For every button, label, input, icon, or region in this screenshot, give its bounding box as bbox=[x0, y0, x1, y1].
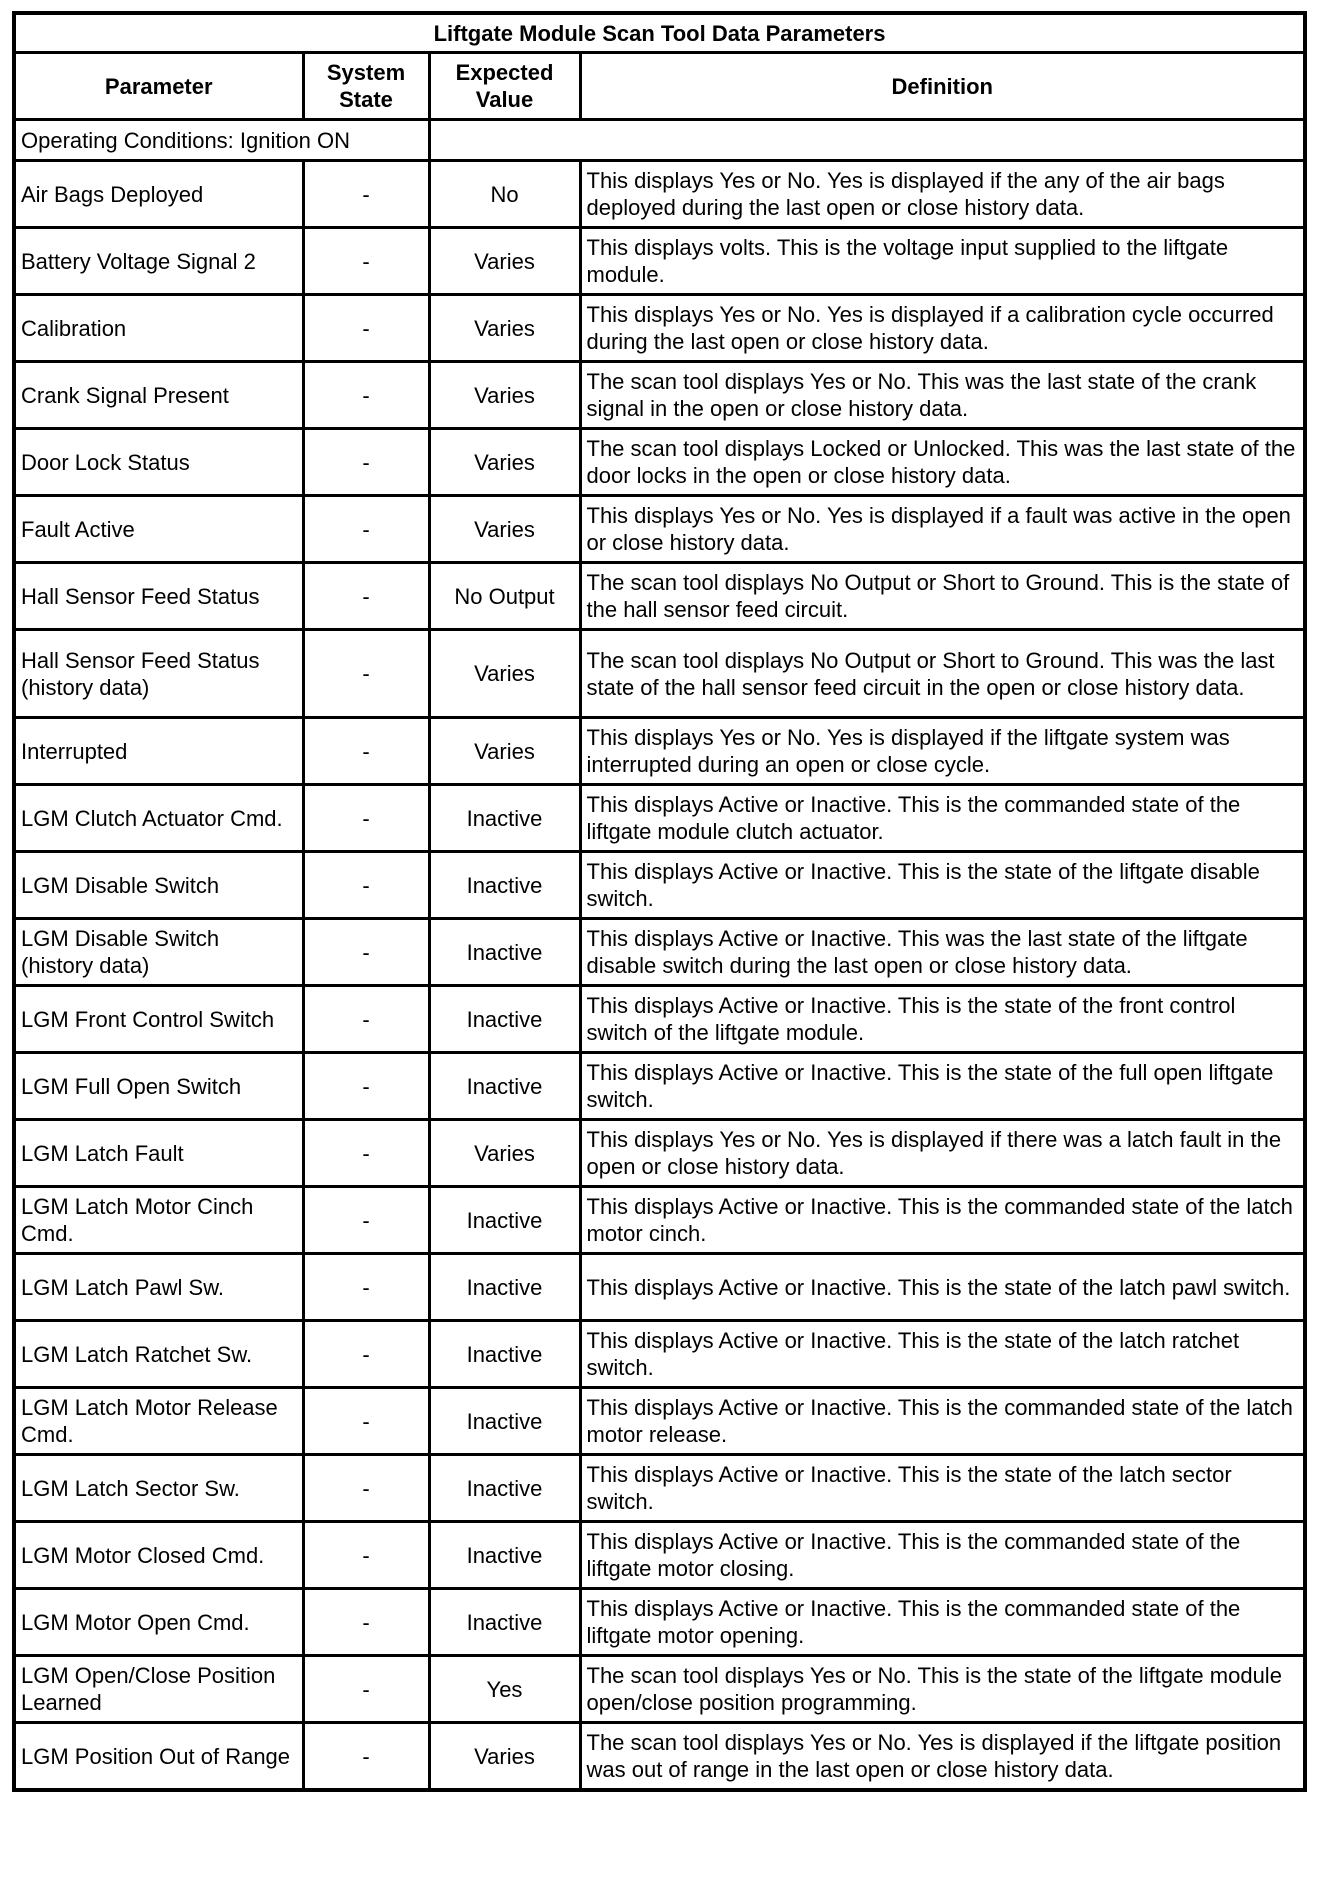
definition-cell: The scan tool displays Yes or No. This was the last state of the crank signal in the open or close history data. bbox=[580, 362, 1305, 429]
parameter-cell: LGM Disable Switch (history data) bbox=[14, 919, 303, 986]
expected-value-cell: No Output bbox=[429, 563, 580, 630]
definition-cell: This displays Active or Inactive. This is the state of the front control switch of the liftgate module. bbox=[580, 986, 1305, 1053]
expected-value-cell: Yes bbox=[429, 1656, 580, 1723]
system-state-cell: - bbox=[303, 785, 429, 852]
table-row bbox=[14, 785, 1305, 852]
expected-value-cell: Inactive bbox=[429, 1187, 580, 1254]
expected-value-cell: Inactive bbox=[429, 1321, 580, 1388]
system-state-cell: - bbox=[303, 718, 429, 785]
definition-cell: This displays Active or Inactive. This is the state of the latch ratchet switch. bbox=[580, 1321, 1305, 1388]
parameter-cell: Calibration bbox=[14, 295, 303, 362]
table-row bbox=[14, 161, 1305, 228]
table-title-row bbox=[14, 13, 1305, 53]
expected-value-cell: Varies bbox=[429, 496, 580, 563]
table-row bbox=[14, 1187, 1305, 1254]
definition-cell: This displays Active or Inactive. This is the commanded state of the latch motor release. bbox=[580, 1388, 1305, 1455]
parameter-cell: LGM Motor Closed Cmd. bbox=[14, 1522, 303, 1589]
header-parameter: Parameter bbox=[14, 53, 303, 120]
parameter-cell: LGM Motor Open Cmd. bbox=[14, 1589, 303, 1656]
table-row bbox=[14, 1254, 1305, 1321]
table-row bbox=[14, 986, 1305, 1053]
table-header-row bbox=[14, 53, 1305, 120]
table-row bbox=[14, 718, 1305, 785]
table-row bbox=[14, 429, 1305, 496]
definition-cell: This displays Active or Inactive. This is the commanded state of the latch motor cinch. bbox=[580, 1187, 1305, 1254]
table-row bbox=[14, 852, 1305, 919]
system-state-cell: - bbox=[303, 986, 429, 1053]
parameter-cell: LGM Open/Close Position Learned bbox=[14, 1656, 303, 1723]
expected-value-cell: Varies bbox=[429, 1723, 580, 1791]
system-state-cell: - bbox=[303, 852, 429, 919]
expected-value-cell: Inactive bbox=[429, 986, 580, 1053]
parameter-cell: Battery Voltage Signal 2 bbox=[14, 228, 303, 295]
table-row bbox=[14, 1388, 1305, 1455]
definition-cell: The scan tool displays Yes or No. This is the state of the liftgate module open/close position programming. bbox=[580, 1656, 1305, 1723]
definition-cell: This displays Active or Inactive. This is the commanded state of the liftgate module clutch actuator. bbox=[580, 785, 1305, 852]
expected-value-cell: Inactive bbox=[429, 1455, 580, 1522]
definition-cell: This displays Yes or No. Yes is displayed if a fault was active in the open or close history data. bbox=[580, 496, 1305, 563]
system-state-cell: - bbox=[303, 563, 429, 630]
definition-cell: This displays Active or Inactive. This is the state of the latch pawl switch. bbox=[580, 1254, 1305, 1321]
system-state-cell: - bbox=[303, 429, 429, 496]
parameter-cell: LGM Full Open Switch bbox=[14, 1053, 303, 1120]
parameter-cell: LGM Clutch Actuator Cmd. bbox=[14, 785, 303, 852]
system-state-cell: - bbox=[303, 630, 429, 718]
parameter-cell: Hall Sensor Feed Status bbox=[14, 563, 303, 630]
expected-value-cell: Inactive bbox=[429, 1522, 580, 1589]
parameter-cell: Interrupted bbox=[14, 718, 303, 785]
parameter-cell: LGM Latch Motor Cinch Cmd. bbox=[14, 1187, 303, 1254]
header-expected-value: Expected Value bbox=[429, 53, 580, 120]
expected-value-cell: Inactive bbox=[429, 1388, 580, 1455]
expected-value-cell: No bbox=[429, 161, 580, 228]
definition-cell: This displays Yes or No. Yes is displayed if there was a latch fault in the open or close history data. bbox=[580, 1120, 1305, 1187]
expected-value-cell: Varies bbox=[429, 362, 580, 429]
parameter-cell: LGM Latch Ratchet Sw. bbox=[14, 1321, 303, 1388]
table-row bbox=[14, 1053, 1305, 1120]
parameter-cell: Hall Sensor Feed Status (history data) bbox=[14, 630, 303, 718]
expected-value-cell: Varies bbox=[429, 295, 580, 362]
table-title: Liftgate Module Scan Tool Data Parameters bbox=[14, 13, 1305, 53]
parameter-cell: Fault Active bbox=[14, 496, 303, 563]
table-row bbox=[14, 919, 1305, 986]
table-row bbox=[14, 1589, 1305, 1656]
table-row bbox=[14, 1455, 1305, 1522]
expected-value-cell: Varies bbox=[429, 429, 580, 496]
expected-value-cell: Varies bbox=[429, 630, 580, 718]
expected-value-cell: Varies bbox=[429, 1120, 580, 1187]
definition-cell: This displays Yes or No. Yes is displayed if a calibration cycle occurred during the last open or close history data. bbox=[580, 295, 1305, 362]
system-state-cell: - bbox=[303, 1321, 429, 1388]
system-state-cell: - bbox=[303, 1254, 429, 1321]
table-row bbox=[14, 496, 1305, 563]
parameter-cell: Crank Signal Present bbox=[14, 362, 303, 429]
system-state-cell: - bbox=[303, 1656, 429, 1723]
operating-conditions-empty-cell bbox=[429, 120, 1305, 161]
expected-value-cell: Inactive bbox=[429, 852, 580, 919]
definition-cell: This displays Active or Inactive. This is the state of the liftgate disable switch. bbox=[580, 852, 1305, 919]
system-state-cell: - bbox=[303, 1522, 429, 1589]
header-system-state: System State bbox=[303, 53, 429, 120]
system-state-cell: - bbox=[303, 161, 429, 228]
definition-cell: The scan tool displays Yes or No. Yes is displayed if the liftgate position was out of range in the last open or close history data. bbox=[580, 1723, 1305, 1791]
parameter-cell: LGM Latch Motor Release Cmd. bbox=[14, 1388, 303, 1455]
definition-cell: This displays Yes or No. Yes is displayed if the any of the air bags deployed during the last open or close history data. bbox=[580, 161, 1305, 228]
scan-tool-data-table bbox=[12, 11, 1307, 1792]
system-state-cell: - bbox=[303, 1120, 429, 1187]
table-row bbox=[14, 1723, 1305, 1791]
table-row bbox=[14, 1321, 1305, 1388]
parameter-cell: Door Lock Status bbox=[14, 429, 303, 496]
parameter-cell: Air Bags Deployed bbox=[14, 161, 303, 228]
system-state-cell: - bbox=[303, 919, 429, 986]
system-state-cell: - bbox=[303, 1589, 429, 1656]
definition-cell: This displays Active or Inactive. This is the state of the latch sector switch. bbox=[580, 1455, 1305, 1522]
header-definition: Definition bbox=[580, 53, 1305, 120]
expected-value-cell: Inactive bbox=[429, 1254, 580, 1321]
expected-value-cell: Inactive bbox=[429, 785, 580, 852]
parameter-cell: LGM Latch Pawl Sw. bbox=[14, 1254, 303, 1321]
table-row bbox=[14, 228, 1305, 295]
parameter-cell: LGM Latch Fault bbox=[14, 1120, 303, 1187]
system-state-cell: - bbox=[303, 1455, 429, 1522]
parameter-cell: LGM Latch Sector Sw. bbox=[14, 1455, 303, 1522]
system-state-cell: - bbox=[303, 295, 429, 362]
expected-value-cell: Varies bbox=[429, 718, 580, 785]
table-row bbox=[14, 295, 1305, 362]
system-state-cell: - bbox=[303, 1187, 429, 1254]
system-state-cell: - bbox=[303, 1723, 429, 1791]
system-state-cell: - bbox=[303, 1388, 429, 1455]
expected-value-cell: Inactive bbox=[429, 1589, 580, 1656]
definition-cell: This displays Active or Inactive. This was the last state of the liftgate disable switch during the last open or close history data. bbox=[580, 919, 1305, 986]
expected-value-cell: Varies bbox=[429, 228, 580, 295]
system-state-cell: - bbox=[303, 496, 429, 563]
expected-value-cell: Inactive bbox=[429, 919, 580, 986]
table-row bbox=[14, 563, 1305, 630]
table-row bbox=[14, 1120, 1305, 1187]
parameter-cell: LGM Position Out of Range bbox=[14, 1723, 303, 1791]
definition-cell: The scan tool displays Locked or Unlocked. This was the last state of the door locks in the open or close history data. bbox=[580, 429, 1305, 496]
system-state-cell: - bbox=[303, 1053, 429, 1120]
definition-cell: The scan tool displays No Output or Short to Ground. This was the last state of the hall sensor feed circuit in the open or close history data. bbox=[580, 630, 1305, 718]
table-row bbox=[14, 1656, 1305, 1723]
parameter-cell: LGM Disable Switch bbox=[14, 852, 303, 919]
definition-cell: This displays Active or Inactive. This is the state of the full open liftgate switch. bbox=[580, 1053, 1305, 1120]
definition-cell: This displays Yes or No. Yes is displayed if the liftgate system was interrupted during an open or close cycle. bbox=[580, 718, 1305, 785]
system-state-cell: - bbox=[303, 362, 429, 429]
parameter-cell: LGM Front Control Switch bbox=[14, 986, 303, 1053]
definition-cell: This displays volts. This is the voltage input supplied to the liftgate module. bbox=[580, 228, 1305, 295]
expected-value-cell: Inactive bbox=[429, 1053, 580, 1120]
table-row bbox=[14, 1522, 1305, 1589]
operating-conditions-label: Operating Conditions: Ignition ON bbox=[14, 120, 429, 161]
definition-cell: The scan tool displays No Output or Short to Ground. This is the state of the hall sensor feed circuit. bbox=[580, 563, 1305, 630]
system-state-cell: - bbox=[303, 228, 429, 295]
definition-cell: This displays Active or Inactive. This is the commanded state of the liftgate motor closing. bbox=[580, 1522, 1305, 1589]
table-row bbox=[14, 362, 1305, 429]
table-row bbox=[14, 630, 1305, 718]
definition-cell: This displays Active or Inactive. This is the commanded state of the liftgate motor opening. bbox=[580, 1589, 1305, 1656]
operating-conditions-row bbox=[14, 120, 1305, 161]
